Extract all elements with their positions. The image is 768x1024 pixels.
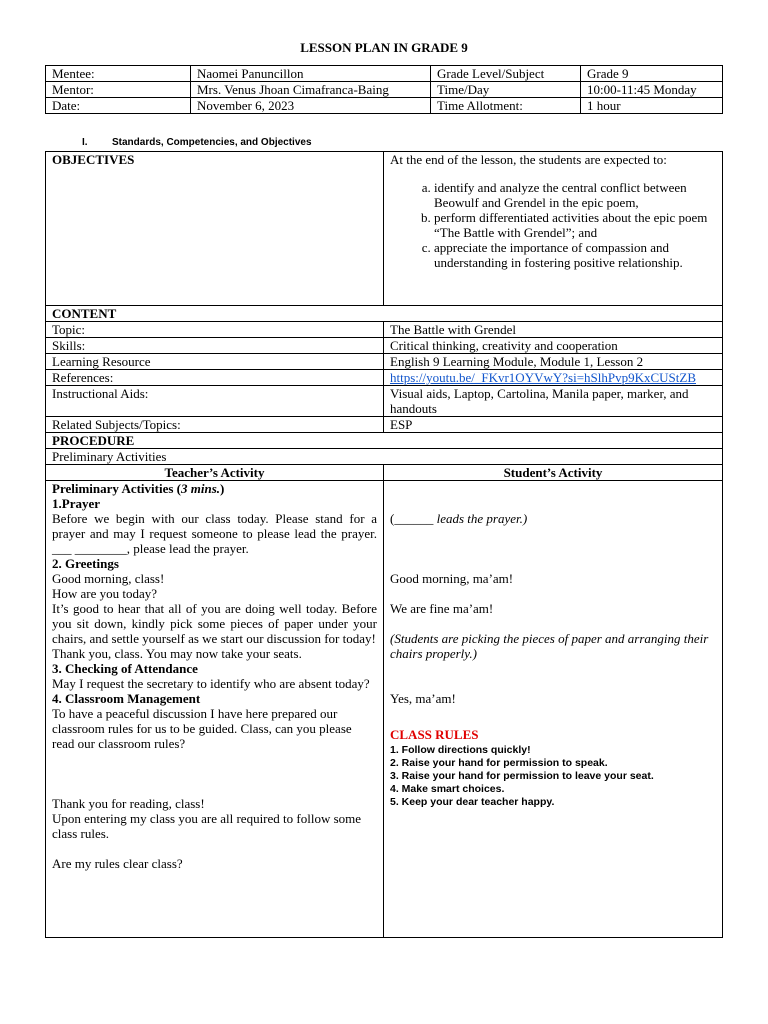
greet-line: Thank you, class. You may now take your seats. xyxy=(52,646,302,661)
info-label: Date: xyxy=(46,98,191,114)
info-label: Mentee: xyxy=(46,66,191,82)
info-label: Mentor: xyxy=(46,82,191,98)
prayer-heading: 1.Prayer xyxy=(52,496,101,511)
procedure-sub: Preliminary Activities xyxy=(46,449,723,465)
objective-item: a. identify and analyze the central conflict between Beowulf and Grendel in the epic poem, xyxy=(434,180,716,210)
mgmt-text: To have a peaceful discussion I have here prepared our classroom rules for us to be guided. Class, can you please read our classroom rules? xyxy=(52,706,352,751)
info-label: Time/Day xyxy=(431,82,581,98)
content-row-value: Critical thinking, creativity and cooperation xyxy=(384,338,723,354)
class-rule: 2. Raise your hand for permission to speak. xyxy=(390,757,608,769)
greet-student: Good morning, ma’am! xyxy=(390,571,514,586)
info-row xyxy=(46,82,723,98)
references-label: References: xyxy=(46,370,384,386)
info-value: 10:00-11:45 Monday xyxy=(581,82,723,98)
prayer-student: (______ leads the prayer.) xyxy=(390,511,528,526)
activity-body-row xyxy=(46,481,723,938)
procedure-sub-row xyxy=(46,449,723,465)
greet-student: We are fine ma’am! xyxy=(390,601,494,616)
mgmt-thanks: Thank you for reading, class! xyxy=(52,796,205,811)
info-row xyxy=(46,66,723,82)
content-row xyxy=(46,322,723,338)
class-rule: 3. Raise your hand for permission to leave your seat. xyxy=(390,770,654,782)
attendance-student: Yes, ma’am! xyxy=(390,691,456,706)
class-rule: 4. Make smart choices. xyxy=(390,783,505,795)
attendance-heading: 3. Checking of Attendance xyxy=(52,661,198,676)
references-link[interactable]: https://youtu.be/_FKvr1OYVwY?si=hSlhPvp9KxCUStZB xyxy=(390,370,696,385)
objectives-intro: At the end of the lesson, the students are expected to: xyxy=(390,152,667,167)
info-value: 1 hour xyxy=(581,98,723,114)
objectives-row xyxy=(46,152,723,306)
attendance-text: May I request the secretary to identify who are absent today? xyxy=(52,676,370,691)
section-heading xyxy=(82,137,312,148)
page-title: LESSON PLAN IN GRADE 9 xyxy=(300,40,468,55)
info-table xyxy=(45,65,723,114)
procedure-header-row xyxy=(46,433,723,449)
mgmt-heading: 4. Classroom Management xyxy=(52,691,201,706)
teacher-activity-header: Teacher’s Activity xyxy=(46,465,384,481)
greet-line: It’s good to hear that all of you are doing well today. Before you sit down, kindly pick some pieces of paper under your chairs, and settle yourself as we start our discussion for today! xyxy=(52,601,377,646)
aids-value: Visual aids, Laptop, Cartolina, Manila paper, marker, and handouts xyxy=(384,386,723,417)
content-row-label: Skills: xyxy=(46,338,384,354)
info-label: Grade Level/Subject xyxy=(431,66,581,82)
content-row-label: Topic: xyxy=(46,322,384,338)
info-row xyxy=(46,98,723,114)
activity-header-row xyxy=(46,465,723,481)
info-value: Naomei Panuncillon xyxy=(191,66,431,82)
student-activity-header: Student’s Activity xyxy=(384,465,723,481)
content-row-label: Learning Resource xyxy=(46,354,384,370)
references-row xyxy=(46,370,723,386)
class-rules-list xyxy=(390,744,716,809)
greetings-heading: 2. Greetings xyxy=(52,556,119,571)
info-value: November 6, 2023 xyxy=(191,98,431,114)
content-row-value: English 9 Learning Module, Module 1, Lesson 2 xyxy=(384,354,723,370)
prayer-text: Before we begin with our class today. Please stand for a prayer and may I request someone to please lead the prayer. ___ ________, please lead the prayer. xyxy=(52,511,377,556)
greet-line: How are you today? xyxy=(52,586,158,601)
objective-item: b. perform differentiated activities about the epic poem “The Battle with Grendel”; and xyxy=(434,210,716,240)
greet-student: (Students are picking the pieces of paper and arranging their chairs properly.) xyxy=(390,631,709,661)
related-value: ESP xyxy=(384,417,723,433)
mgmt-follow: Upon entering my class you are all required to follow some class rules. xyxy=(52,811,362,841)
content-header-row xyxy=(46,306,723,322)
greet-line: Good morning, class! xyxy=(52,571,165,586)
class-rule: 1. Follow directions quickly! xyxy=(390,744,531,756)
content-row xyxy=(46,354,723,370)
content-row xyxy=(46,338,723,354)
content-row-value: The Battle with Grendel xyxy=(384,322,723,338)
procedure-label: PROCEDURE xyxy=(52,433,135,448)
mgmt-question: Are my rules clear class? xyxy=(52,856,183,871)
info-value: Mrs. Venus Jhoan Cimafranca-Baing xyxy=(191,82,431,98)
prelim-heading: Preliminary Activities (3 mins.) xyxy=(52,481,225,496)
objectives-list xyxy=(390,180,716,270)
lesson-table xyxy=(45,151,723,938)
section-number: I. xyxy=(82,137,88,148)
info-label: Time Allotment: xyxy=(431,98,581,114)
objectives-label: OBJECTIVES xyxy=(52,152,135,167)
aids-label: Instructional Aids: xyxy=(46,386,384,417)
objective-item: c. appreciate the importance of compassion and understanding in fostering positive relationship. xyxy=(434,240,716,270)
class-rule: 5. Keep your dear teacher happy. xyxy=(390,796,555,808)
info-value: Grade 9 xyxy=(581,66,723,82)
aids-row xyxy=(46,386,723,417)
related-row xyxy=(46,417,723,433)
class-rules-title: CLASS RULES xyxy=(390,727,479,742)
section-title: Standards, Competencies, and Objectives xyxy=(112,137,312,148)
related-label: Related Subjects/Topics: xyxy=(46,417,384,433)
content-label: CONTENT xyxy=(52,306,117,321)
